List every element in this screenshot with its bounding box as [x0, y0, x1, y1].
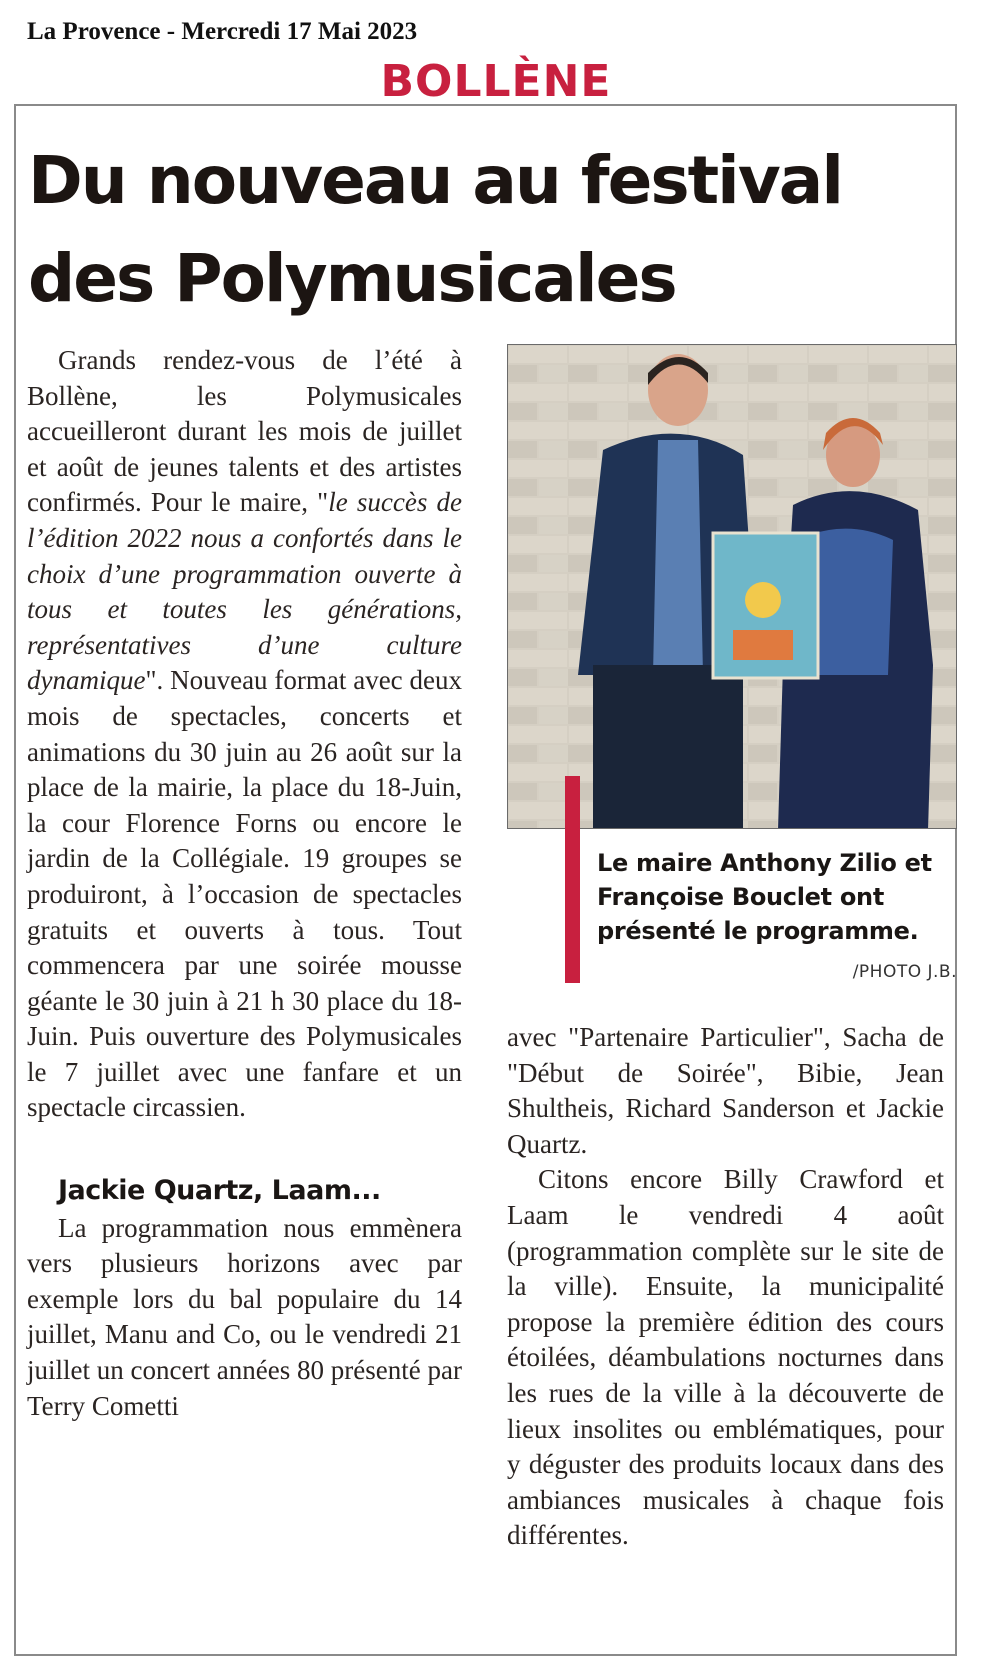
newspaper-masthead: La Provence - Mercredi 17 Mai 2023: [27, 18, 418, 45]
paragraph-closing: Citons encore Billy Crawford et Laam le vendredi 4 août (programmation complète sur le site de la ville). Ensuite, la municipalité propose la première édition des cours étoilées, déambulations nocturnes dans les rues de la ville à la découverte de lieux insolites ou emblématiques, pour y déguster des produits locaux dans des ambiances musicales à chaque fois différentes.: [507, 1164, 944, 1551]
headline-line-1: Du nouveau au festival: [28, 142, 842, 219]
photo-caption: Le maire Anthony Zilio et Françoise Bouclet ont présenté le programme.: [597, 849, 932, 945]
photo-credit: /PHOTO J.B.: [852, 962, 957, 982]
mayor-quote: le succès de l’édition 2022 nous a confortés dans le choix d’une programmation ouverte à tous et toutes les générations, représentatives d’une culture dynamique: [27, 487, 462, 696]
caption-accent-bar: [565, 776, 580, 983]
photo-illustration: [508, 345, 957, 829]
section-title: BOLLÈNE: [380, 56, 612, 107]
headline-line-2: des Polymusicales: [28, 240, 676, 317]
article-column-left: [27, 343, 462, 1424]
intro-text: Grands rendez-vous de l’été à Bollène, les Polymusicales accueilleront durant les mois de juillet et août de jeunes talents et des artistes confirmés. Pour le maire, ": [27, 345, 462, 518]
paragraph-programme: La programmation nous emmènera vers plusieurs horizons avec par exemple lors du bal populaire du 14 juillet, Manu and Co, ou le vendredi 21 juillet un concert années 80 présenté par Terry Cometti: [27, 1212, 462, 1421]
article-column-right: [507, 1020, 944, 1554]
article-headline: [28, 132, 928, 328]
paragraph-programme-continued: avec "Partenaire Particulier", Sacha de "Début de Soirée", Bibie, Jean Shultheis, Richard Sanderson et Jackie Quartz.: [507, 1022, 944, 1159]
article-subhead: Jackie Quartz, Laam...: [58, 1175, 381, 1207]
article-photo: [507, 344, 957, 829]
intro-text-end: ". Nouveau format avec deux mois de spectacles, concerts et animations du 30 juin au 26 août sur la place de la mairie, la place du 18-Juin, la cour Florence Forns ou encore le jardin de la Collégiale. 19 groupes se produiront, à l’occasion de spectacles gratuits et ouverts à tous. Tout commencera par une soirée mousse géante le 30 juin à 21 h 30 place du 18-Juin. Puis ouverture des Polymusicales le 7 juillet avec une fanfare et un spectacle circassien.: [27, 665, 462, 1123]
paragraph-intro: [27, 343, 462, 1126]
